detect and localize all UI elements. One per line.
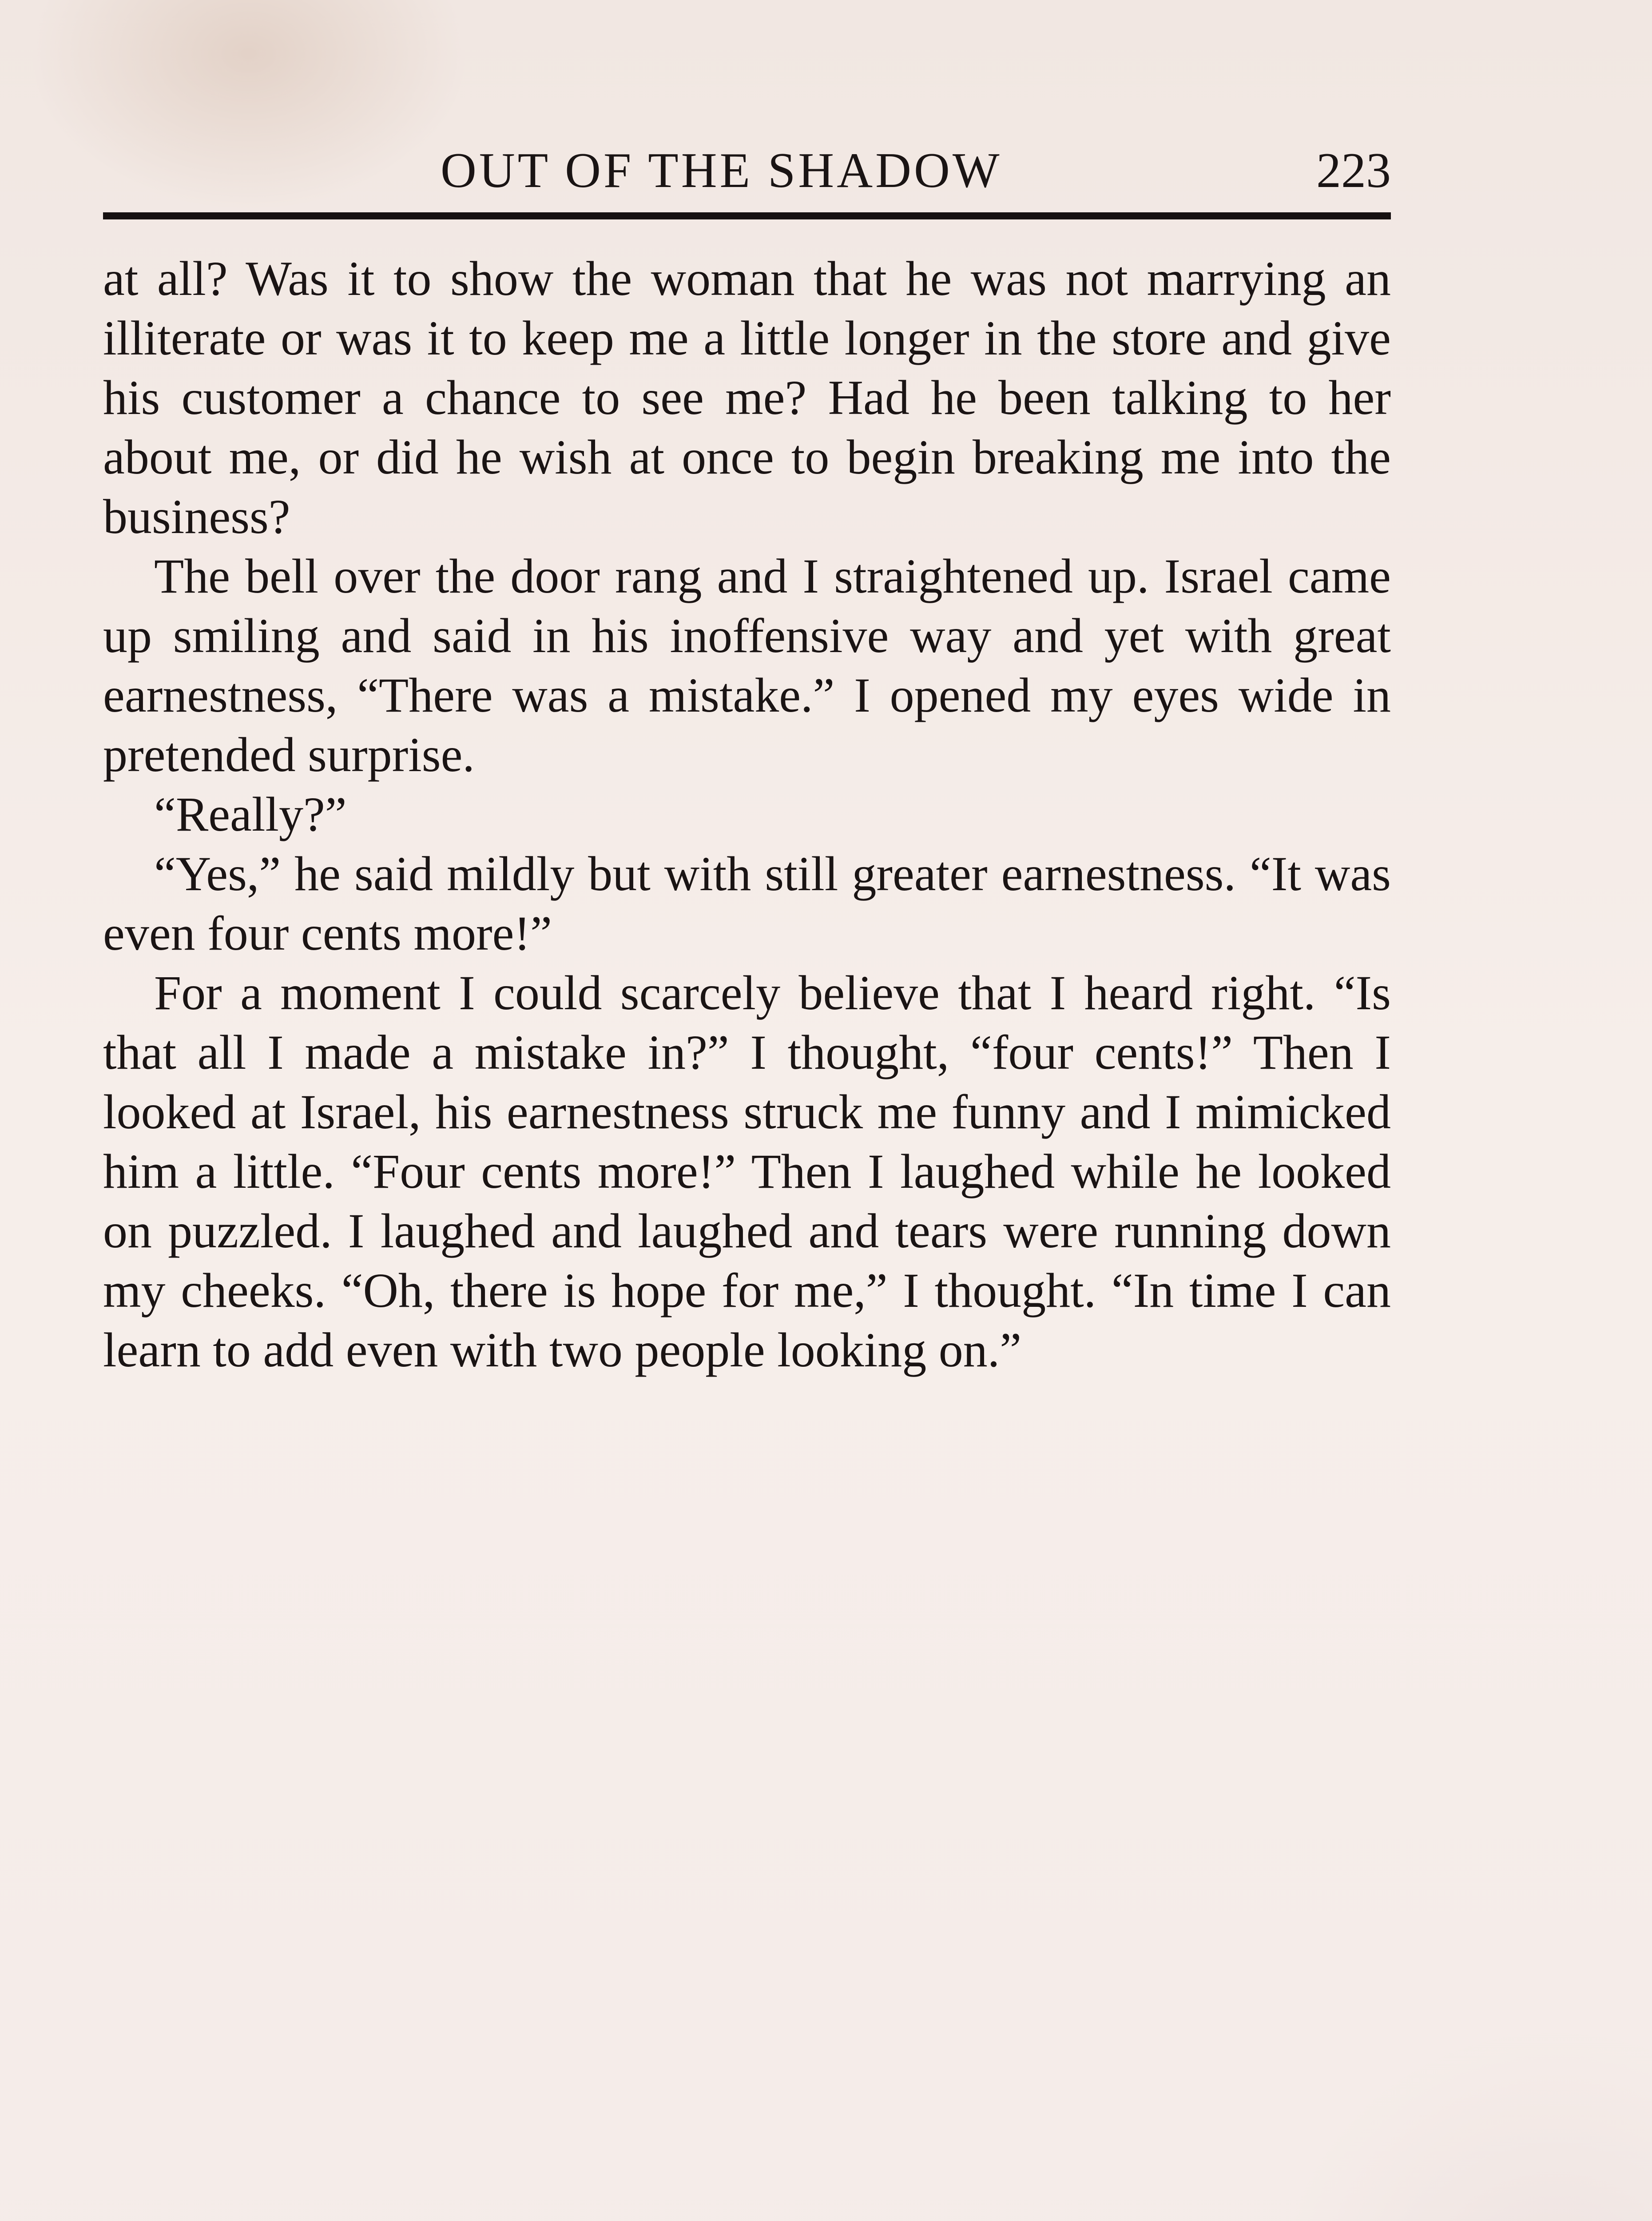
running-head xyxy=(103,133,1391,209)
paragraph-1: at all? Was it to show the woman that he was not marrying an illiterate or was it to keep me a little longer in the store and give his customer a chance to see me? Had he been talking to her about me, or did he wish at once to begin breaking me into the business? xyxy=(103,251,1391,544)
paragraph-3: “Really?” xyxy=(154,787,347,841)
page-number: 223 xyxy=(1316,143,1391,198)
running-title: OUT OF THE SHADOW xyxy=(441,143,1002,198)
body-text xyxy=(103,249,1391,1380)
paragraph-4: “Yes,” he said mildly but with still greater earnestness. “It was even four cents more!” xyxy=(103,847,1391,960)
header-rule xyxy=(103,212,1391,219)
paragraph-2: The bell over the door rang and I straightened up. Israel came up smiling and said in his inoffensive way and yet with great earnestness, “There was a mistake.” I opened my eyes wide in pretended surprise. xyxy=(103,549,1391,782)
paragraph-5: For a moment I could scarcely believe that I heard right. “Is that all I made a mistake in?” I thought, “four cents!” Then I looked at Israel, his earnestness struck me funny and I mimicked him a little. “Four cents more!” Then I laughed while he looked on puzzled. I laughed and laughed and tears were running down my cheeks. “Oh, there is hope for me,” I thought. “In time I can learn to add even with two people looking on.” xyxy=(103,966,1391,1377)
